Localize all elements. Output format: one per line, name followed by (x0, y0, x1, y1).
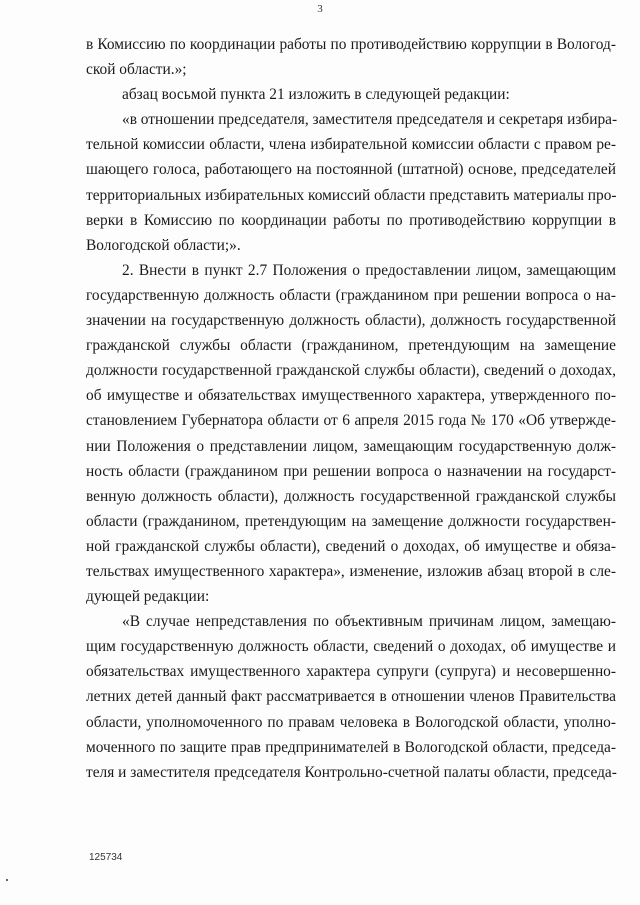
text-line: дующей редакции: (86, 588, 210, 606)
text-line: «в отношении председателя, заместителя председателя и секретаря избира- (122, 111, 618, 129)
text-line: шающего голоса, работающего на постоянной (штатной) основе, председателей (86, 161, 616, 179)
text-line: области, уполномоченного по правам человека в Вологодской области, уполно- (86, 713, 616, 731)
text-line: в Комиссию по координации работы по противодействию коррупции в Вологод- (86, 36, 616, 53)
text-line: гражданской службы области (гражданином, претендующим на замещение (86, 337, 616, 355)
paragraph (86, 32, 616, 82)
text-line: ность области (гражданином при решении вопроса о назначении на государст- (86, 462, 616, 480)
paragraph (86, 258, 616, 609)
text-line: области (гражданином, претендующим на замещение должности государствен- (86, 512, 616, 530)
text-line: венную должность области), должность государственной гражданской службы (86, 487, 616, 505)
text-line: тельствах имущественного характера», изменение, изложив абзац второй в сле- (86, 562, 616, 580)
text-line: значении на государственную должность области), должность государственной (86, 312, 616, 330)
text-line: моченного по защите прав предпринимателей в Вологодской области, председа- (86, 738, 616, 756)
text-line: ской области.»; (86, 61, 187, 79)
paragraph (86, 609, 616, 785)
text-line: об имуществе и обязательствах имущественного характера, утвержденного по- (86, 387, 616, 405)
document-body (86, 32, 616, 785)
scan-artifact (6, 879, 8, 881)
text-line: должности государственной гражданской службы области), сведений о доходах, (86, 362, 616, 380)
page-number: 3 (317, 3, 323, 15)
text-line: становлением Губернатора области от 6 апреля 2015 года № 170 «Об утвержде- (86, 412, 616, 430)
text-line: государственную должность области (гражданином при решении вопроса о на- (86, 286, 616, 304)
text-line: теля и заместителя председателя Контрольно-счетной палаты области, председа- (86, 763, 617, 781)
text-line: нии Положения о представлении лицом, замещающим государственную долж- (86, 437, 616, 455)
document-code: 125734 (89, 852, 123, 863)
text-line: ной гражданской службы области), сведений о доходах, об имуществе и обяза- (86, 537, 616, 555)
text-line: Вологодской области;». (86, 236, 241, 254)
text-line: 2. Внести в пункт 2.7 Положения о предоставлении лицом, замещающим (122, 261, 616, 279)
text-line: абзац восьмой пункта 21 изложить в следующей редакции: (122, 86, 510, 104)
text-line: тельной комиссии области, члена избирательной комиссии области с правом ре- (86, 136, 616, 154)
paragraph (86, 107, 616, 258)
text-line: «В случае непредставления по объективным причинам лицом, замещаю- (122, 613, 616, 631)
text-line: обязательствах имущественного характера супруги (супруга) и несовершенно- (86, 663, 616, 681)
text-line: верки в Комиссию по координации работы по противодействию коррупции в (86, 211, 616, 229)
text-line: щим государственную должность области, сведений о доходах, об имуществе и (86, 638, 616, 656)
paragraph (86, 82, 616, 107)
text-line: летних детей данный факт рассматривается в отношении членов Правительства (86, 688, 616, 706)
text-line: территориальных избирательных комиссий области представить материалы про- (86, 186, 617, 204)
